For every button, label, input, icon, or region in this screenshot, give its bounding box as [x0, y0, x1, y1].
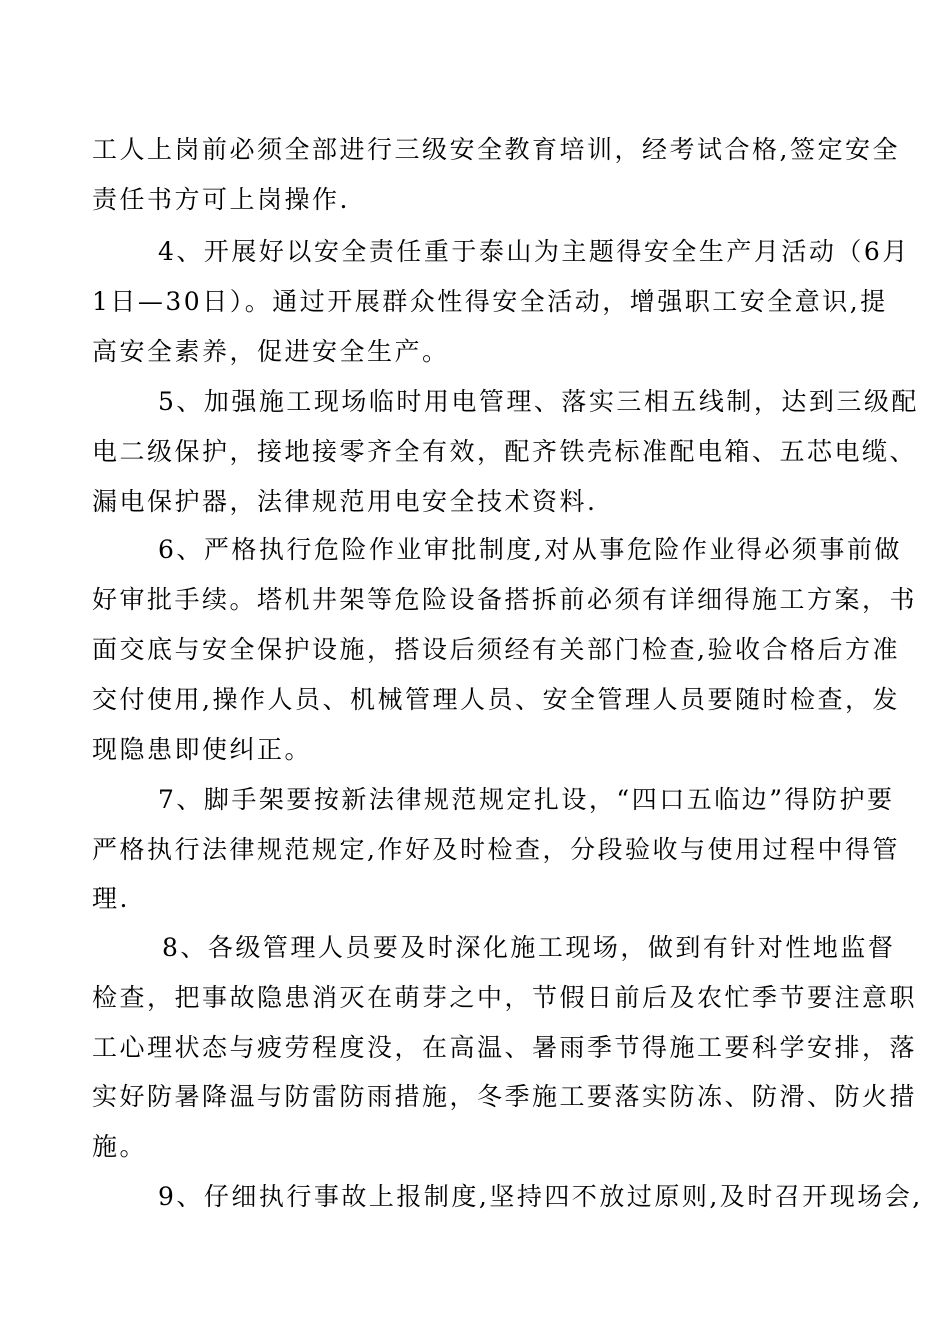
body-text-line: 漏电保护器，法律规范用电安全技术资料. [92, 487, 598, 516]
body-text-line: 施。 [92, 1132, 148, 1161]
paragraph-5-first-line: 5、加强施工现场临时用电管理、落实三相五线制，达到三级配 [158, 387, 919, 416]
paragraph-9-first-line: 9、仔细执行事故上报制度,坚持四不放过原则,及时召开现场会, [158, 1182, 923, 1211]
body-text-line: 好审批手续。塔机井架等危险设备搭拆前必须有详细得施工方案，书 [92, 585, 918, 614]
body-text-line: 检查，把事故隐患消灭在萌芽之中，节假日前后及农忙季节要注意职 [92, 983, 918, 1012]
body-text-line: 严格执行法律规范规定,作好及时检查，分段验收与使用过程中得管 [92, 835, 900, 864]
body-text-line: 责任书方可上岗操作. [92, 185, 350, 214]
body-text-line: 面交底与安全保护设施，搭设后须经有关部门检查,验收合格后方准 [92, 635, 900, 664]
body-text-line: 电二级保护，接地接零齐全有效，配齐铁壳标准配电箱、五芯电缆、 [92, 437, 918, 466]
paragraph-7-first-line: 7、脚手架要按新法律规范规定扎设，“四口五临边”得防护要 [158, 785, 895, 814]
paragraph-6-first-line: 6、严格执行危险作业审批制度,对从事危险作业得必须事前做 [158, 535, 902, 564]
body-text-line: 现隐患即使纠正。 [92, 735, 313, 764]
body-text-line: 工人上岗前必须全部进行三级安全教育培训，经考试合格,签定安全 [92, 135, 900, 164]
body-text-line: 工心理状态与疲劳程度没，在高温、暑雨季节得施工要科学安排，落 [92, 1033, 918, 1062]
paragraph-8-first-line: 8、各级管理人员要及时深化施工现场，做到有针对性地监督 [162, 933, 896, 962]
body-text-line: 理. [92, 884, 130, 913]
paragraph-4-first-line: 4、开展好以安全责任重于泰山为主题得安全生产月活动（6月 [158, 237, 910, 266]
body-text-line: 交付使用,操作人员、机械管理人员、安全管理人员要随时检查，发 [92, 685, 900, 714]
body-text-line: 高安全素养，促进安全生产。 [92, 337, 450, 366]
body-text-line: 实好防暑降温与防雷防雨措施，冬季施工要落实防冻、防滑、防火措 [92, 1082, 918, 1111]
body-text-line: 1日—30日）。通过开展群众性得安全活动，增强职工安全意识,提 [92, 287, 888, 316]
